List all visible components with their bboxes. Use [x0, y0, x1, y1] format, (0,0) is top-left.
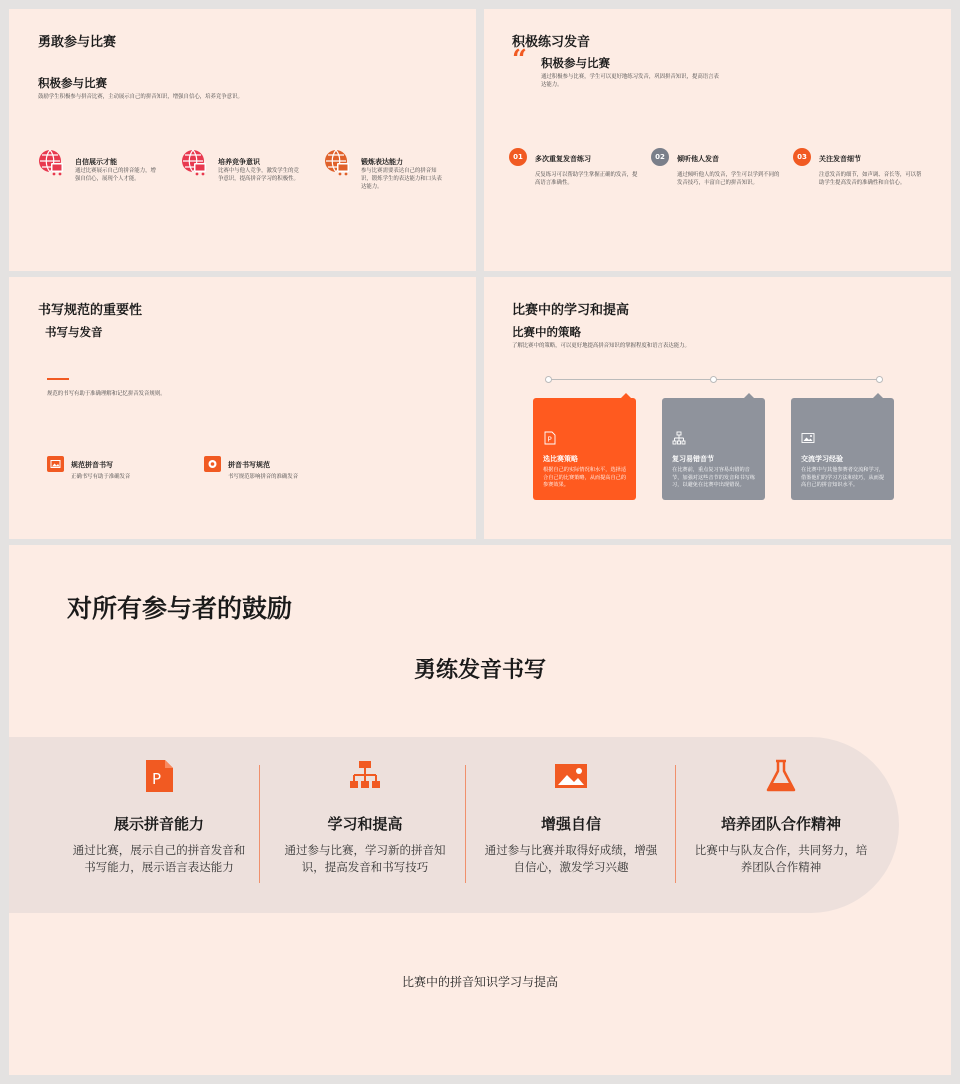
svg-text:P: P [152, 770, 162, 788]
feature-title: 培养竞争意识 [218, 158, 260, 166]
column-desc: 通过参与比赛并取得好成绩，增强自信心，激发学习兴趣 [484, 843, 658, 874]
quote-desc: 通过积极参与比赛，学生可以更好地练习发音，巩固拼音知识，提高语言表达能力。 [541, 74, 719, 88]
quote-title: 积极参与比赛 [541, 56, 610, 70]
slide-subtitle: 勇练发音书写 [413, 658, 546, 683]
p-document-icon [143, 759, 175, 793]
feature-column [59, 737, 259, 876]
slide-title: 勇敢参与比赛 [38, 35, 117, 50]
column-title: 展示拼音能力 [113, 815, 204, 833]
globe-cart-icon [181, 149, 209, 177]
step-title: 倾听他人发音 [677, 155, 719, 163]
slide-title: 书写规范的重要性 [38, 303, 143, 318]
item-title: 拼音书写规范 [228, 461, 270, 469]
step-title: 多次重复发音练习 [535, 155, 591, 163]
card-desc: 在比赛前，重点复习容易出错的音节，加强对这些音节的发音和书写练习，以避免在比赛中出现错误。 [672, 467, 756, 488]
slide-title: 比赛中的学习和提高 [512, 303, 630, 318]
flask-icon [765, 759, 797, 793]
hierarchy-icon [672, 430, 686, 444]
slide-intro: 鼓励学生积极参与拼音比赛，主动展示自己的拼音知识，增强自信心，培养竞争意识。 [38, 94, 243, 100]
accent-divider [47, 378, 69, 380]
feature-column [265, 737, 465, 876]
feature-column [681, 737, 881, 876]
step-title: 关注发音细节 [819, 155, 861, 163]
card-desc: 根据自己的实际情况和水平，选择适合自己的比赛策略，从而提高自己的参赛效果。 [543, 467, 627, 488]
feature-desc: 通过比赛展示自己的拼音能力，增强自信心，展现个人才能。 [75, 168, 156, 182]
slide-title: 对所有参与者的鼓励 [67, 594, 293, 623]
quote-icon: “ [512, 45, 527, 75]
step-desc: 反复练习可以帮助学生掌握正确的发音，提高语言准确性。 [535, 172, 638, 186]
column-desc: 通过参与比赛，学习新的拼音知识，提高发音和书写技巧 [284, 843, 446, 874]
column-title: 学习和提高 [327, 815, 403, 833]
slide-encouragement [9, 545, 951, 1075]
strategy-card [533, 398, 636, 500]
p-document-icon [543, 430, 557, 444]
footer-caption: 比赛中的拼音知识学习与提高 [401, 975, 558, 989]
column-desc: 通过比赛，展示自己的拼音发音和书写能力，展示语言表达能力 [72, 843, 246, 874]
svg-text:P: P [547, 435, 552, 444]
strategy-card [791, 398, 894, 500]
step-badge: 01 [509, 148, 527, 166]
card-title: 选比赛策略 [543, 455, 578, 463]
card-title: 复习易错音节 [672, 455, 714, 463]
image-icon [47, 456, 64, 472]
step-desc: 通过倾听他人的发音，学生可以学到不同的发音技巧，丰富自己的拼音知识。 [677, 172, 780, 186]
slide-desc: 规范的书写有助于准确理解和记忆拼音发音规则。 [47, 391, 166, 397]
slide-title: 积极练习发音 [512, 35, 591, 50]
slide-pronunciation-practice [484, 9, 951, 271]
item-desc: 书写规范影响拼音的准确发音 [228, 474, 299, 480]
column-divider [675, 765, 676, 883]
step-badge: 02 [651, 148, 669, 166]
globe-cart-icon [324, 149, 352, 177]
column-divider [465, 765, 466, 883]
column-title: 增强自信 [540, 815, 601, 833]
target-icon [204, 456, 221, 472]
feature-column [471, 737, 671, 876]
strategy-card [662, 398, 765, 500]
hierarchy-icon [349, 759, 381, 793]
card-desc: 在比赛中与其他参赛者交流和学习，借鉴他们的学习方法和技巧，从而提高自己的拼音知识水平。 [801, 467, 885, 488]
slide-brave-participation [9, 9, 476, 271]
feature-band [9, 737, 899, 913]
slide-subtitle: 积极参与比赛 [38, 76, 107, 90]
globe-cart-icon [38, 149, 66, 177]
step-desc: 注意发音的细节，如声调、音长等，可以帮助学生提高发音的准确性和自信心。 [819, 172, 922, 186]
slide-writing-standards [9, 277, 476, 539]
card-title: 交流学习经验 [801, 455, 843, 463]
feature-desc: 比赛中与他人竞争，激发学生的竞争意识，提高拼音学习的积极性。 [218, 168, 299, 182]
timeline-dot [545, 376, 552, 383]
step-badge: 03 [793, 148, 811, 166]
slide-subtitle: 书写与发音 [45, 325, 103, 339]
timeline-dot [710, 376, 717, 383]
item-desc: 正确书写有助于准确发音 [71, 474, 131, 480]
feature-title: 锻炼表达能力 [361, 158, 403, 166]
column-title: 培养团队合作精神 [720, 815, 841, 833]
column-divider [259, 765, 260, 883]
slide-desc: 了解比赛中的策略，可以更好地提高拼音知识的掌握程度和语言表达能力。 [512, 343, 690, 349]
feature-title: 自信展示才能 [75, 158, 117, 166]
picture-icon [801, 430, 815, 444]
picture-icon [555, 759, 587, 793]
timeline-dot [876, 376, 883, 383]
column-desc: 比赛中与队友合作，共同努力，培养团队合作精神 [694, 843, 868, 874]
slide-learning-improvement [484, 277, 951, 539]
feature-desc: 参与比赛需要表达自己的拼音知识，锻炼学生的表达能力和口头表达能力。 [361, 168, 442, 190]
slide-subtitle: 比赛中的策略 [512, 325, 581, 339]
item-title: 规范拼音书写 [71, 461, 113, 469]
